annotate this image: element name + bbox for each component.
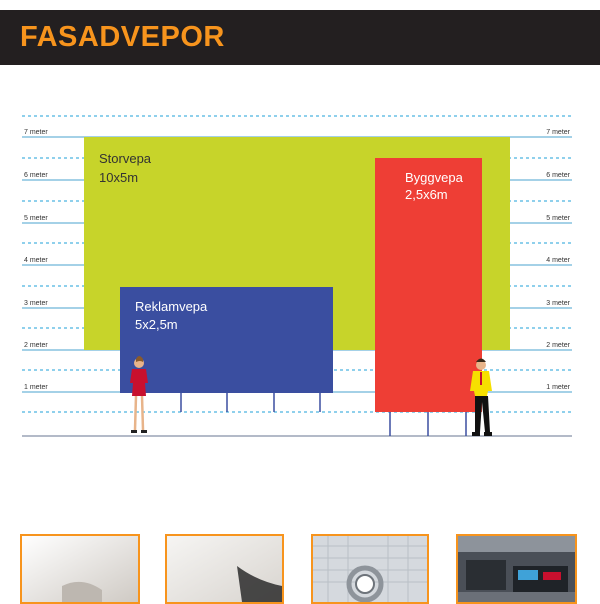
meter-label-2-left: 2 meter <box>24 342 48 349</box>
byggvepa-name: Byggvepa <box>405 170 463 185</box>
meter-labels-right <box>546 129 570 391</box>
meter-label-7-left: 7 meter <box>24 129 48 136</box>
meter-label-5-right: 5 meter <box>546 215 570 222</box>
meter-label-5-left: 5 meter <box>24 215 48 222</box>
meter-label-3-left: 3 meter <box>24 300 48 307</box>
reklamvepa-size: 5x2,5m <box>135 317 178 332</box>
meter-label-7-right: 7 meter <box>546 129 570 136</box>
meter-labels-left <box>24 129 48 391</box>
thumbnail-print-shop[interactable] <box>456 534 577 604</box>
storvepa-size: 10x5m <box>99 170 139 185</box>
fabric-sheet-icon <box>167 536 282 602</box>
meter-label-2-right: 2 meter <box>546 342 570 349</box>
byggvepa-poles <box>390 412 466 436</box>
print-shop-icon <box>458 536 575 602</box>
meter-label-6-left: 6 meter <box>24 172 48 179</box>
meter-label-3-right: 3 meter <box>546 300 570 307</box>
thumbnail-fabric-roll[interactable] <box>20 534 140 604</box>
fabric-roll-icon <box>22 536 138 602</box>
reklamvepa-name: Reklamvepa <box>135 299 208 314</box>
product-thumbnails <box>0 534 600 600</box>
page-title: FASADVEPOR <box>20 21 225 53</box>
mesh-grommet-icon <box>313 536 427 602</box>
meter-label-6-right: 6 meter <box>546 172 570 179</box>
byggvepa-size: 2,5x6m <box>405 187 448 202</box>
storvepa-name: Storvepa <box>99 151 152 166</box>
meter-label-4-left: 4 meter <box>24 257 48 264</box>
meter-label-1-left: 1 meter <box>24 384 48 391</box>
meter-label-1-right: 1 meter <box>546 384 570 391</box>
reklamvepa-legs <box>181 393 320 412</box>
meter-label-4-right: 4 meter <box>546 257 570 264</box>
thumbnail-mesh-grommet[interactable] <box>311 534 429 604</box>
thumbnail-fabric-sheet[interactable] <box>165 534 284 604</box>
